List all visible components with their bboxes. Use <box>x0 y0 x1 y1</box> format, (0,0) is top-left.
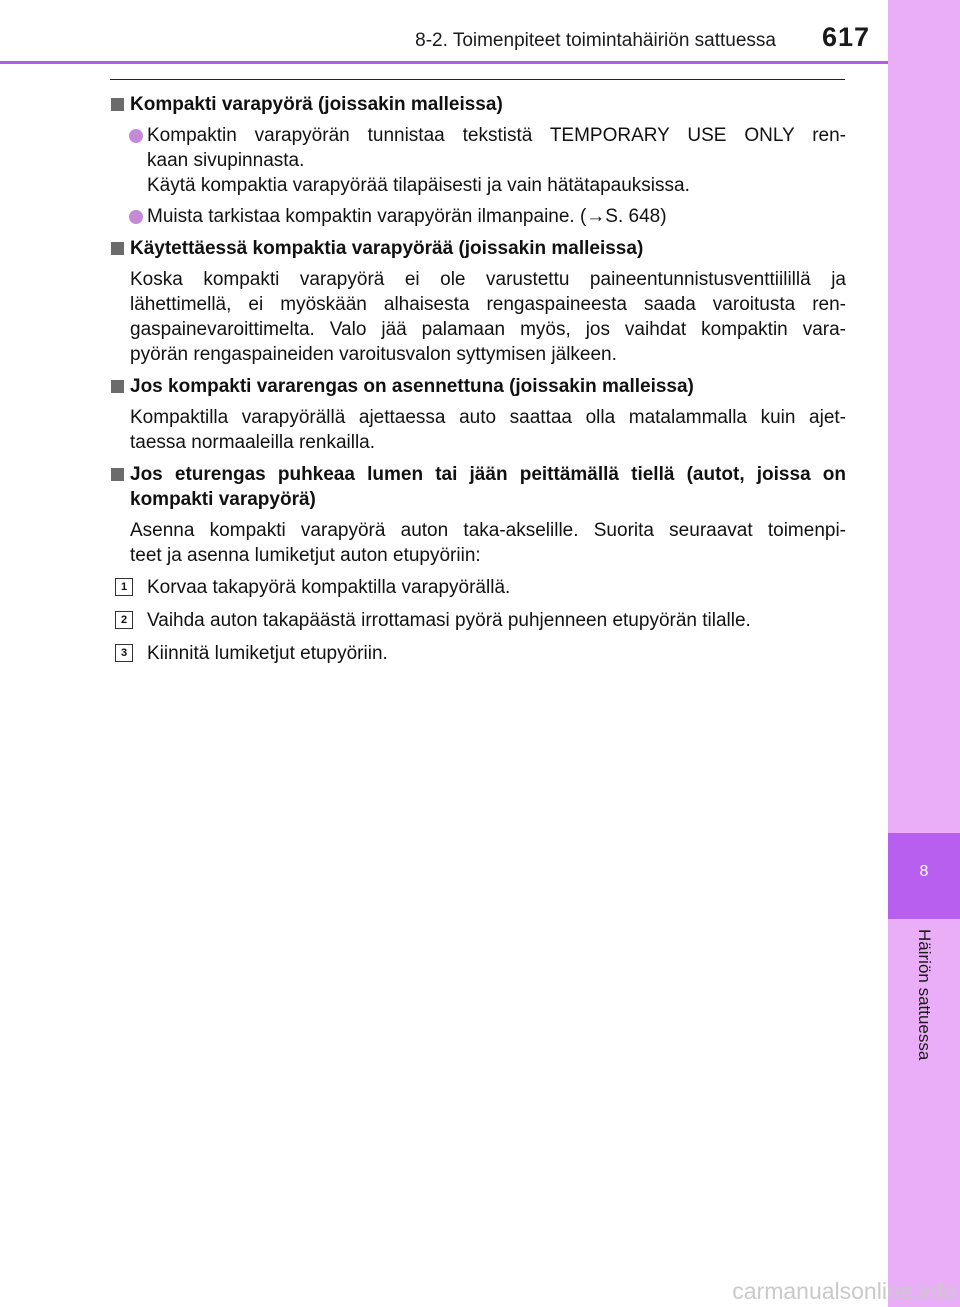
text-line: Asenna kompakti varapyörä auton taka-akselille. Suorita seuraavat toimenpi- <box>130 520 846 541</box>
content-rule <box>110 79 845 80</box>
step-number-box: 2 <box>115 611 133 629</box>
section-title <box>110 92 846 117</box>
section-title <box>110 236 846 261</box>
paragraph <box>110 518 846 568</box>
square-bullet-icon <box>111 468 124 481</box>
text-line: Koska kompakti varapyörä ei ole varustettu paineentunnistusventtiilillä ja <box>130 269 846 290</box>
text-line: Muista tarkistaa kompaktin varapyörän ilmanpaine. (→S. 648) <box>147 206 667 227</box>
text-line: teet ja asenna lumiketjut auton etupyöriin: <box>130 545 481 566</box>
step-text: Korvaa takapyörä kompaktilla varapyörällä. <box>147 577 511 598</box>
chapter-number: 8 <box>919 863 929 880</box>
list-item <box>110 123 846 198</box>
chapter-side-tab <box>888 0 960 1307</box>
page-number: 617 <box>821 22 870 52</box>
watermark: carmanualsonline.info <box>732 1278 956 1304</box>
section-title <box>110 374 846 399</box>
step-number-box: 3 <box>115 644 133 662</box>
header-rule <box>0 61 888 64</box>
list-item <box>110 204 846 229</box>
chapter-title-text: Häiriön sattuessa <box>915 929 934 1061</box>
section-title <box>110 462 846 512</box>
section-front-tire-puncture <box>110 462 846 666</box>
round-bullet-icon <box>129 129 143 143</box>
text-line: Käytä kompaktia varapyörää tilapäisesti ja vain hätätapauksissa. <box>147 175 690 196</box>
text-line: lähettimellä, ei myöskään alhaisesta rengaspaineesta saada varoitusta ren- <box>130 294 846 315</box>
step-item <box>110 575 846 600</box>
section-using-compact-spare <box>110 236 846 367</box>
text-line: pyörän rengaspaineiden varoitusvalon syttymisen jälkeen. <box>130 344 617 365</box>
text-line: taessa normaaleilla renkailla. <box>130 432 376 453</box>
round-bullet-icon <box>129 210 143 224</box>
text-line: Kompaktin varapyörän tunnistaa tekstistä TEMPORARY USE ONLY ren- <box>147 125 846 146</box>
step-text: Kiinnitä lumiketjut etupyöriin. <box>147 643 388 664</box>
step-text: Vaihda auton takapäästä irrottamasi pyörä puhjenneen etupyörän tilalle. <box>147 610 751 631</box>
text-line: gaspainevaroittimelta. Valo jää palamaan myös, jos vaihdat kompaktin vara- <box>130 319 846 340</box>
text-line: kaan sivupinnasta. <box>147 150 305 171</box>
square-bullet-icon <box>111 98 124 111</box>
paragraph <box>110 405 846 455</box>
step-item <box>110 641 846 666</box>
section-title-text: Kompakti varapyörä (joissakin malleissa) <box>130 94 503 115</box>
section-title-text: kompakti varapyörä) <box>130 489 316 510</box>
square-bullet-icon <box>111 380 124 393</box>
section-compact-spare <box>110 92 846 229</box>
chapter-number-box <box>888 833 960 919</box>
section-spare-installed <box>110 374 846 455</box>
step-number-box: 1 <box>115 578 133 596</box>
step-item <box>110 608 846 633</box>
page-content <box>110 92 846 674</box>
square-bullet-icon <box>111 242 124 255</box>
text-line: Kompaktilla varapyörällä ajettaessa auto saattaa olla matalammalla kuin ajet- <box>130 407 846 428</box>
page-header <box>0 0 888 62</box>
section-title-text: Käytettäessä kompaktia varapyörää (joissakin malleissa) <box>130 238 644 259</box>
chapter-title <box>888 929 960 1089</box>
section-title-text: Jos eturengas puhkeaa lumen tai jään peittämällä tiellä (autot, joissa on <box>130 464 846 485</box>
paragraph <box>110 267 846 367</box>
section-title-text: Jos kompakti vararengas on asennettuna (joissakin malleissa) <box>130 376 694 397</box>
header-section-title: 8-2. Toimenpiteet toimintahäiriön sattuessa <box>415 30 776 51</box>
